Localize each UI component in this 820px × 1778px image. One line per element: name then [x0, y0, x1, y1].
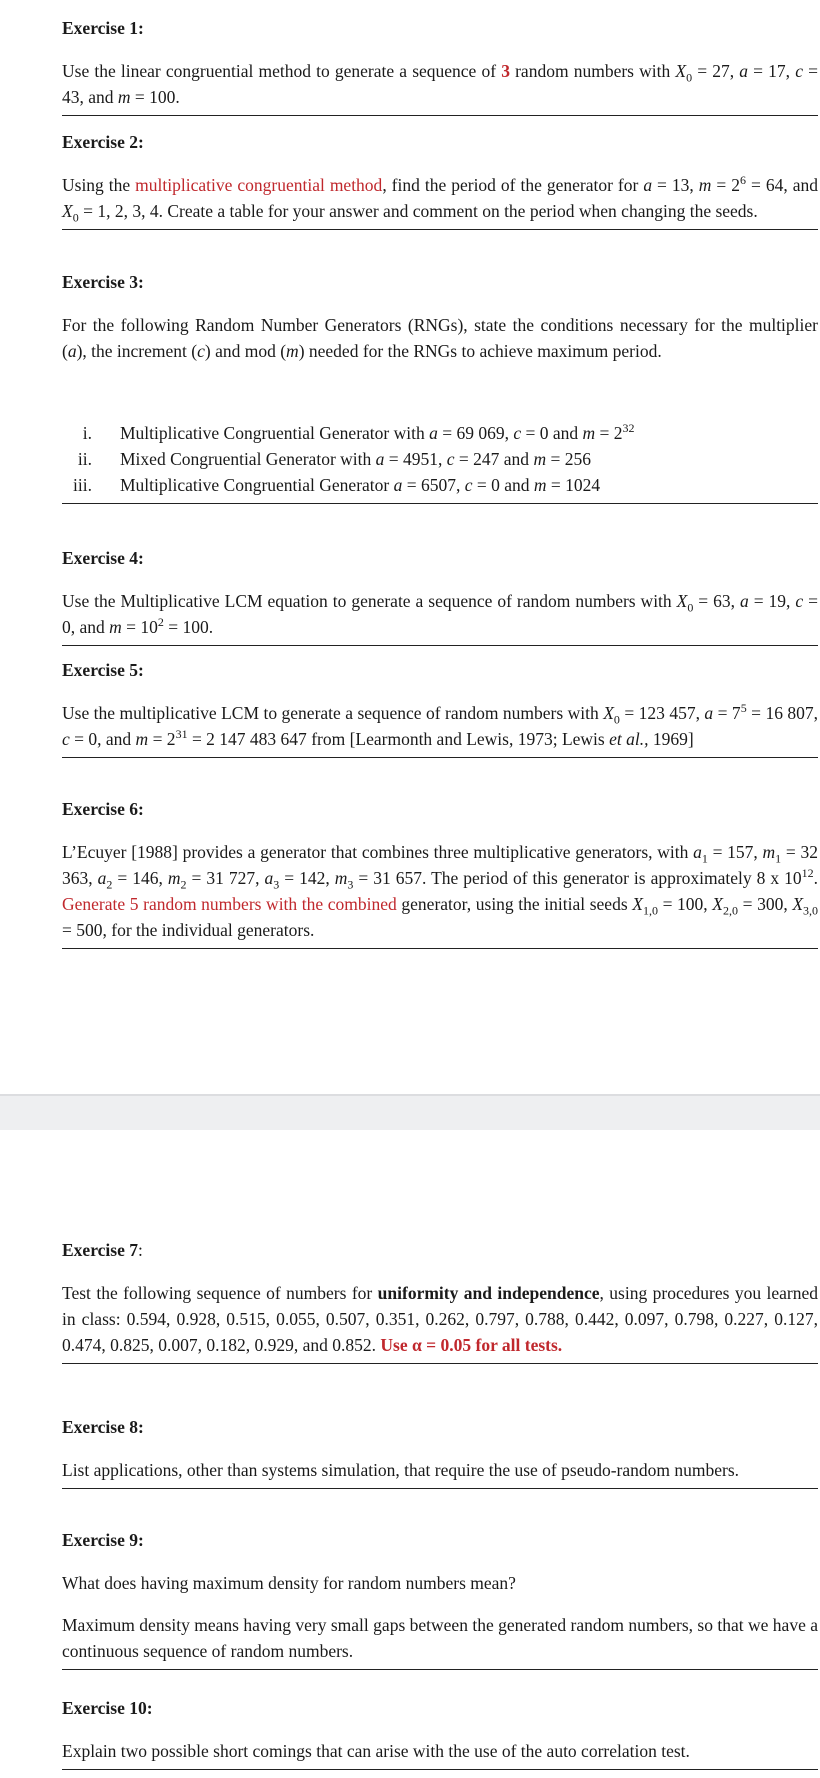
exercise-7-text: Test the following sequence of numbers for uniformity and independence, using procedures you learned in class: 0.594, 0.928, 0.515, 0.055, 0.507, 0.351, 0.262, 0.797, 0.788, 0.442, 0.097, 0.798, 0.227, 0.127, 0.474, 0.825, 0.007, 0.182, 0.929, and 0.852. Use α = 0.05 for all tests.: [62, 1283, 819, 1355]
exercise-1-count: 3: [501, 61, 510, 81]
exercise-3-title: Exercise 3:: [62, 272, 144, 292]
exercise-6-highlight: Generate 5 random numbers with the combined: [62, 894, 397, 914]
exercise-4-text: Use the Multiplicative LCM equation to generate a sequence of random numbers with $X_0 = 63$, a = 19, c = 0, and $m = 10^2 = 100$.: [62, 591, 818, 637]
list-item: i. Multiplicative Congruential Generator with a = 69 069, c = 0 and $m = 2^{32}$: [82, 421, 635, 443]
exercise-6: [62, 797, 818, 949]
exercise-1-title: Exercise 1:: [62, 18, 144, 38]
exercise-3-list: [62, 420, 818, 498]
exercise-5: [62, 658, 818, 758]
exercise-2-text: Using the multiplicative congruential method, find the period of the generator for a = 13, $m = 2^6 = 64$, and $X_0 = 1$, 2, 3, 4. Create a table for your answer and comment on the period when changing the seeds.: [62, 173, 819, 225]
exercise-10-text: Explain two possible short comings that can arise with the use of the auto correlation test.: [62, 1741, 690, 1761]
exercise-3: [62, 270, 818, 504]
exercise-9-question: What does having maximum density for random numbers mean?: [62, 1573, 516, 1593]
exercise-2-highlight: multiplicative congruential method: [135, 175, 383, 195]
exercise-10: [62, 1696, 818, 1770]
exercise-8-title: Exercise 8:: [62, 1417, 144, 1437]
exercise-3-intro: For the following Random Number Generators (RNGs), state the conditions necessary for the multiplier (a), the increment (c) and mod (m) needed for the RNGs to achieve maximum period.: [62, 315, 818, 361]
exercise-8: [62, 1415, 818, 1489]
exercise-9-answer: Maximum density means having very small gaps between the generated random numbers, so that we have a continuous sequence of random numbers.: [62, 1615, 818, 1661]
exercise-2-title: Exercise 2:: [62, 132, 144, 152]
exercise-5-text: Use the multiplicative LCM to generate a sequence of random numbers with $X_0 = 123$ 457, $a = 7^5 = 16$ 807, c = 0, and $m = 2^{31} = 2$ 147 483 647 from [Learmonth and Lewis, 1973; Lewis et al., 1969]: [62, 701, 819, 749]
exercise-6-text: L’Ecuyer [1988] provides a generator that combines three multiplicative generators, with $a_1 = 157$, $m_1 = 32$ 363, $a_2 = 146$, $m_2 = 31$ 727, $a_3 = 142$, $m_3 = 31$ 657. The period of this generator is approximately 8 x $10^{12}$. Generate 5 random numbers with the combined generator, using the initial seeds $X_{1,0} = 100$, $X_{2,0} = 300$, $X_{3,0} = 500$, for the individual generators.: [62, 842, 819, 940]
document-page-2: [0, 1130, 820, 1778]
exercise-9-title: Exercise 9:: [62, 1530, 144, 1550]
exercise-8-text: List applications, other than systems simulation, that require the use of pseudo-random numbers.: [62, 1460, 740, 1480]
exercise-4-title: Exercise 4:: [62, 548, 144, 568]
exercise-4: [62, 546, 818, 646]
exercise-6-title: Exercise 6:: [62, 799, 144, 819]
page-break: [0, 1094, 820, 1132]
list-item: ii. Mixed Congruential Generator with a = 4951, c = 247 and m = 256: [77, 449, 591, 469]
list-item: iii. Multiplicative Congruential Generator a = 6507, c = 0 and m = 1024: [73, 475, 601, 495]
exercise-2: [62, 130, 818, 230]
exercise-7-title: Exercise 7:: [62, 1240, 143, 1260]
exercise-5-title: Exercise 5:: [62, 660, 144, 680]
exercise-7-highlight: Use α = 0.05 for all tests.: [380, 1335, 563, 1355]
exercise-1-text: Use the linear congruential method to generate a sequence of 3 random numbers with $X_0 = 27$, a = 17, c = 43, and m = 100.: [62, 61, 818, 107]
exercise-1: [62, 16, 818, 116]
exercise-7: [62, 1238, 818, 1364]
exercise-10-title: Exercise 10:: [62, 1698, 153, 1718]
exercise-7-bold: uniformity and independence: [377, 1283, 600, 1303]
exercise-9: [62, 1528, 818, 1670]
